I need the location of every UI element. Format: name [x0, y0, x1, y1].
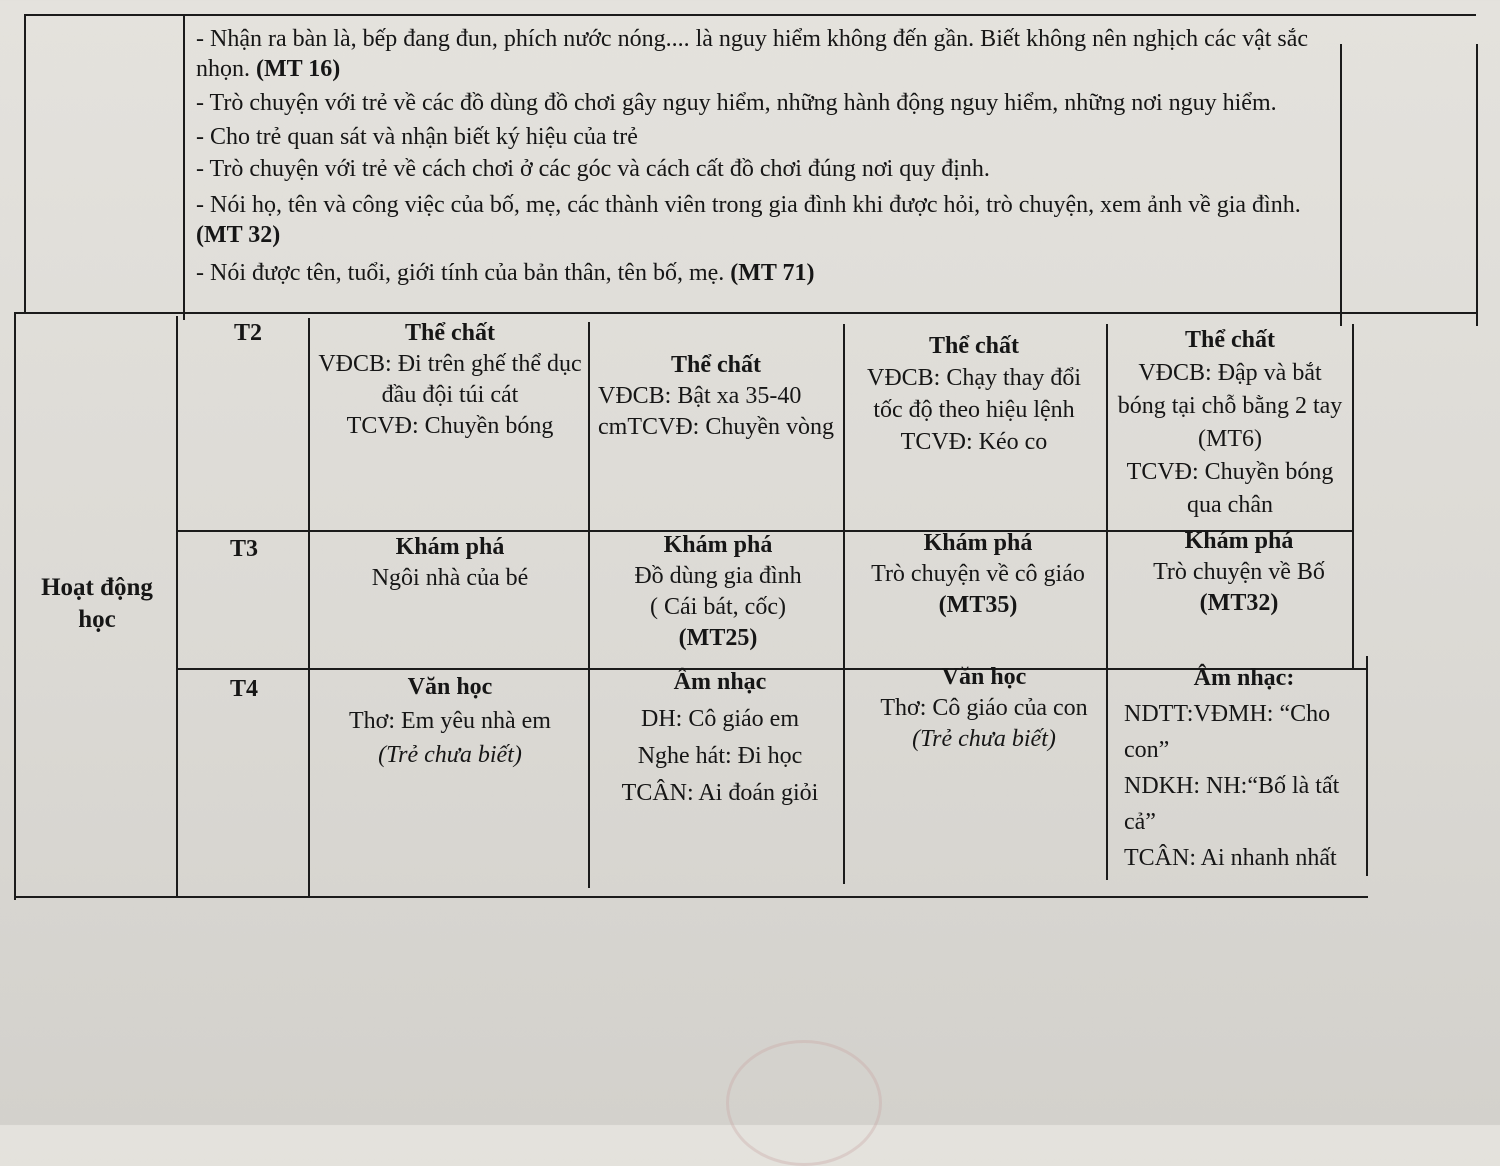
cell-t2-1 — [318, 318, 582, 442]
faded-stamp — [726, 1040, 882, 1166]
col-divider-4 — [1106, 324, 1108, 880]
note-text: - Cho trẻ quan sát và nhận biết ký hiệu của trẻ — [196, 124, 638, 150]
col-divider-3 — [843, 324, 845, 884]
cell-t4-4 — [1124, 660, 1364, 876]
note-text: - Trò chuyện với trẻ về cách chơi ở các góc và cách cất đồ chơi đúng nơi quy định. — [196, 156, 990, 182]
col-divider-right — [1340, 44, 1342, 326]
cell-t3-4 — [1118, 526, 1360, 619]
col-divider-2 — [588, 322, 590, 888]
cell-heading: Văn học — [407, 674, 493, 700]
cell-t2-4 — [1112, 324, 1348, 522]
cell-t4-3 — [860, 662, 1108, 755]
cell-line: Trò chuyện về Bố — [1153, 559, 1325, 585]
cell-line: TCVĐ: Chuyền bóng — [346, 413, 554, 439]
cell-heading: Thể chất — [929, 333, 1019, 359]
cell-heading: Khám phá — [923, 530, 1033, 556]
note-line — [196, 88, 1336, 118]
cell-line: VĐCB: Chạy thay đổi tốc độ theo hiệu lệnh — [867, 365, 1081, 423]
cell-line: Nghe hát: Đi học — [637, 743, 803, 769]
table-top-border — [24, 14, 1476, 16]
cell-line: Ngôi nhà của bé — [371, 565, 529, 591]
cell-heading: Khám phá — [395, 534, 505, 560]
cell-line: NDKH: NH:“Bố là tất cả” — [1124, 773, 1340, 835]
cell-line: (MT25) — [678, 625, 758, 651]
note-text: - Nhận ra bàn là, bếp đang đun, phích nước nóng.... là nguy hiểm không đến gần. Biết không nên nghịch các vật sắc nhọn. — [196, 26, 1309, 82]
cell-t2-3 — [856, 330, 1092, 458]
cell-line: (Trẻ chưa biết) — [912, 726, 1056, 752]
cell-line: Trò chuyện về cô giáo — [871, 561, 1085, 587]
section-label: Hoạt động học — [41, 574, 153, 633]
cell-heading: Thể chất — [671, 352, 761, 378]
cell-t3-3 — [860, 528, 1096, 621]
cell-line: (MT32) — [1199, 590, 1279, 616]
cell-heading: Thể chất — [405, 320, 495, 346]
table-left-border-lower — [14, 312, 16, 900]
cell-line: Thơ: Em yêu nhà em — [349, 708, 551, 734]
day-label-t2: T2 — [234, 320, 263, 346]
note-line — [196, 122, 1336, 152]
col-divider-label — [183, 14, 185, 320]
day-label-t3: T3 — [230, 536, 259, 562]
note-text: - Nói họ, tên và công việc của bố, mẹ, các thành viên trong gia đình khi được hỏi, trò chuyện, xem ảnh về gia đình. — [196, 192, 1301, 218]
note-line — [196, 24, 1336, 84]
col-divider-day — [308, 318, 310, 896]
col-divider-5b — [1366, 656, 1368, 876]
cell-line: TCVĐ: Chuyền bóng qua chân — [1126, 459, 1334, 518]
row-divider-top — [14, 312, 1476, 314]
cell-line: VĐCB: Đi trên ghế thể dục đầu đội túi cát — [318, 351, 582, 408]
table-left-border — [24, 14, 26, 314]
cell-t3-2 — [598, 530, 838, 654]
cell-heading: Âm nhạc — [673, 669, 767, 695]
note-text: - Nói được tên, tuổi, giới tính của bản thân, tên bố, mẹ. — [196, 260, 725, 286]
note-tag: (MT 71) — [724, 260, 815, 286]
note-line — [196, 258, 1336, 288]
top-notes — [196, 24, 1336, 288]
note-line — [196, 190, 1336, 250]
cell-heading: Khám phá — [663, 532, 773, 558]
cell-line: NDTT:VĐMH: “Cho con” — [1124, 701, 1331, 763]
cell-line: VĐCB: Bật xa 35-40 cmTCVĐ: Chuyền vòng — [598, 383, 834, 440]
note-tag: (MT 16) — [250, 56, 341, 82]
cell-heading: Âm nhạc: — [1193, 665, 1295, 691]
cell-line: DH: Cô giáo em — [641, 706, 799, 732]
note-tag: (MT 32) — [196, 222, 281, 248]
cell-t4-1 — [318, 670, 582, 772]
col-divider-label-lower — [176, 316, 178, 898]
cell-line: ( Cái bát, cốc) — [650, 594, 786, 620]
cell-heading: Thể chất — [1185, 327, 1275, 353]
cell-line: TCÂN: Ai đoán giỏi — [621, 780, 819, 806]
cell-heading: Khám phá — [1184, 528, 1294, 554]
table-right-border — [1476, 44, 1478, 326]
cell-line: TCVĐ: Kéo co — [900, 429, 1048, 455]
note-text: - Trò chuyện với trẻ về các đồ dùng đồ chơi gây nguy hiểm, những hành động nguy hiểm, những nơi nguy hiểm. — [196, 90, 1277, 116]
cell-line: VĐCB: Đập và bắt bóng tại chỗ bằng 2 tay (MT6) — [1117, 360, 1343, 452]
cell-t4-2 — [598, 664, 842, 812]
cell-line: TCÂN: Ai nhanh nhất — [1124, 845, 1337, 871]
note-line — [196, 154, 1336, 184]
cell-line: (Trẻ chưa biết) — [378, 742, 522, 768]
cell-t3-1 — [318, 532, 582, 594]
day-label-t4: T4 — [230, 676, 259, 702]
cell-heading: Văn học — [941, 664, 1027, 690]
cell-t2-2 — [598, 350, 834, 443]
table-bottom-border — [14, 896, 1368, 898]
cell-line: (MT35) — [938, 592, 1018, 618]
cell-line: Thơ: Cô giáo của con — [880, 695, 1088, 721]
cell-line: Đồ dùng gia đình — [634, 563, 802, 589]
